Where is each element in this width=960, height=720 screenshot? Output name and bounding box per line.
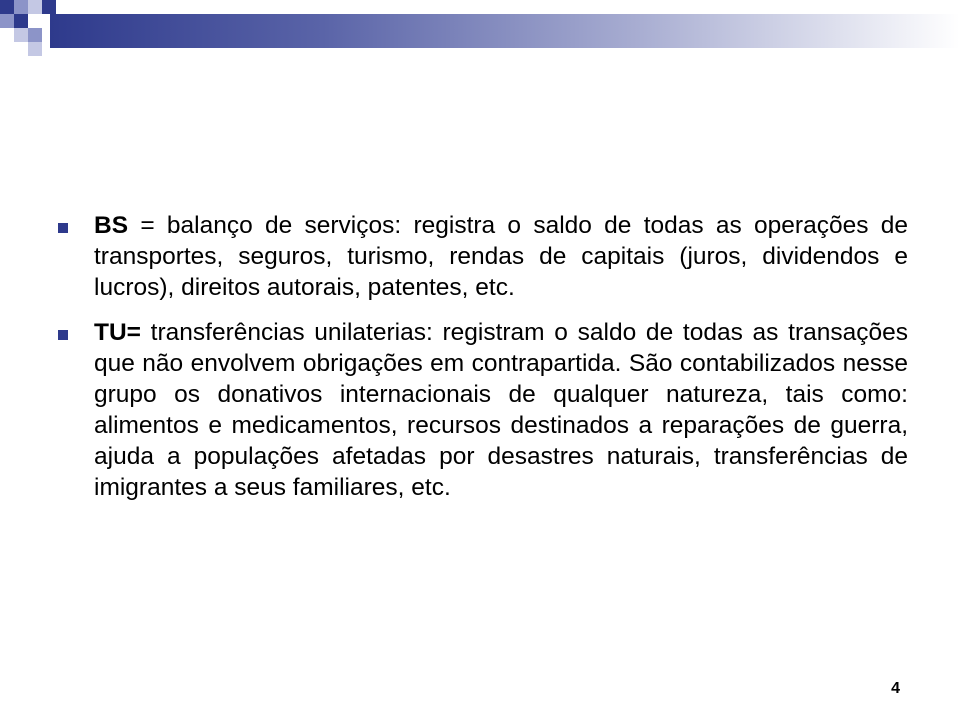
deco-square-7 [14, 28, 28, 42]
bullet-text [94, 210, 908, 303]
header-decoration [0, 0, 960, 60]
slide-content [58, 210, 908, 517]
deco-square-6 [28, 28, 42, 42]
deco-square-1 [0, 0, 14, 14]
deco-square-5 [28, 0, 42, 14]
square-bullet-icon [58, 330, 68, 340]
bullet-text [94, 317, 908, 503]
page-number: 4 [891, 680, 900, 697]
deco-square-2 [14, 0, 28, 14]
term-label: TU= [94, 319, 141, 346]
deco-square-4 [14, 14, 28, 28]
bullet-item-bs [58, 210, 908, 303]
bullet-item-tu [58, 317, 908, 503]
header-gradient-bar [50, 14, 960, 48]
square-bullet-icon [58, 223, 68, 233]
term-label: BS [94, 212, 129, 239]
deco-square-3 [0, 14, 14, 28]
deco-square-8 [42, 0, 56, 14]
term-description: transferências unilaterias: registram o saldo de todas as transações que não envolvem obrigações em contrapartida. São contabilizados nesse grupo os donativos internacionais de qualquer natureza, tais como: alimentos e medicamentos, recursos destinados a reparações de guerra, ajuda a populações afetadas por desastres naturais, transferências de imigrantes a seus familiares, etc. [94, 319, 908, 501]
term-description: = balanço de serviços: registra o saldo de todas as operações de transportes, seguros, turismo, rendas de capitais (juros, dividendos e lucros), direitos autorais, patentes, etc. [94, 212, 908, 301]
deco-square-9 [28, 42, 42, 56]
